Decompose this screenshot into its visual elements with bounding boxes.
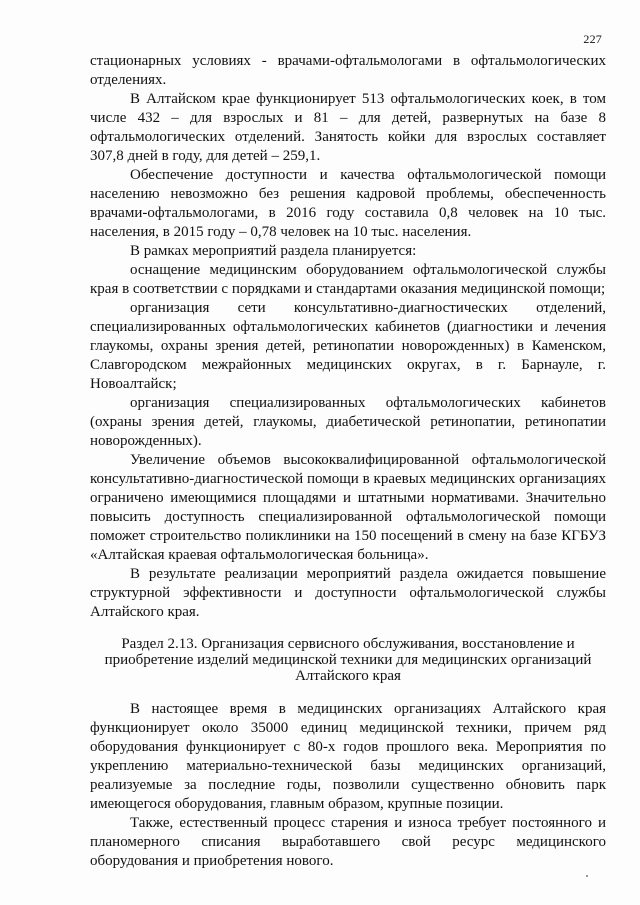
list-item-network: организация сети консультативно-диагностических отделений, специализированных офтальмологических кабинетов (диагностики и лечения глаукомы, охраны зрения детей, ретинопатии новорожденных) в Каменском, Славгородском межрайонных медицинских округах, в г. Барнауле, г. Новоалтайск;	[90, 300, 606, 392]
page-number: 227	[583, 32, 602, 46]
paragraph-equipment-fleet: В настоящее время в медицинских организациях Алтайского края функционирует около 35000 единиц медицинской техники, причем ряд оборудования функционирует с 80-х годов прошлого века. Мероприятия по укреплению материально-технической базы медицинских организаций, реализуемые за последние годы, позволили существенно обновить парк имеющегося оборудования, главным образом, крупные позиции.	[90, 701, 606, 812]
paragraph-continuation: стационарных условиях - врачами-офтальмологами в офтальмологических отделениях.	[90, 53, 606, 88]
scan-speck	[586, 875, 588, 877]
paragraph-bed-capacity: В Алтайском крае функционирует 513 офтальмологических коек, в том числе 432 – для взрослых и 81 – для детей, развернутых на базе 8 офтальмологических отделений. Занятость койки для взрослых составляет 307,8 дней в году, для детей – 259,1.	[90, 91, 606, 164]
section-heading: Раздел 2.13. Организация сервисного обслуживания, восстановление и приобретение изделий медицинской техники для медицинских организаций Алтайского края	[104, 636, 592, 684]
paragraph-result: В результате реализации мероприятий раздела ожидается повышение структурной эффективности и доступности офтальмологической службы Алтайского края.	[90, 566, 606, 620]
document-body	[90, 52, 606, 871]
paragraph-volume-increase: Увеличение объемов высококвалифицированной офтальмологической консультативно-диагностической помощи в краевых медицинских организациях ограничено имеющимися площадями и штатными нормативами. Значительно повысить доступность специализированной офтальмологической помощи поможет строительство поликлиники на 150 посещений в смену на базе КГБУЗ «Алтайская краевая офтальмологическая больница».	[90, 452, 606, 563]
paragraph-staffing: Обеспечение доступности и качества офтальмологической помощи населению невозможно без решения кадровой проблемы, обеспеченность врачами-офтальмологами, в 2016 году составила 0,8 человек на 10 тыс. населения, в 2015 году – 0,78 человек на 10 тыс. населения.	[90, 167, 606, 240]
list-item-cabinets: организация специализированных офтальмологических кабинетов (охраны зрения детей, глаукомы, диабетической ретинопатии, ретинопатии новорожденных).	[90, 395, 606, 449]
paragraph-write-off: Также, естественный процесс старения и износа требует постоянного и планомерного списания выработавшего свой ресурс медицинского оборудования и приобретения нового.	[90, 815, 606, 869]
list-item-equipment: оснащение медицинским оборудованием офтальмологической службы края в соответствии с порядками и стандартами оказания медицинской помощи;	[90, 262, 606, 297]
paragraph-planned-intro: В рамках мероприятий раздела планируется:	[130, 243, 417, 259]
